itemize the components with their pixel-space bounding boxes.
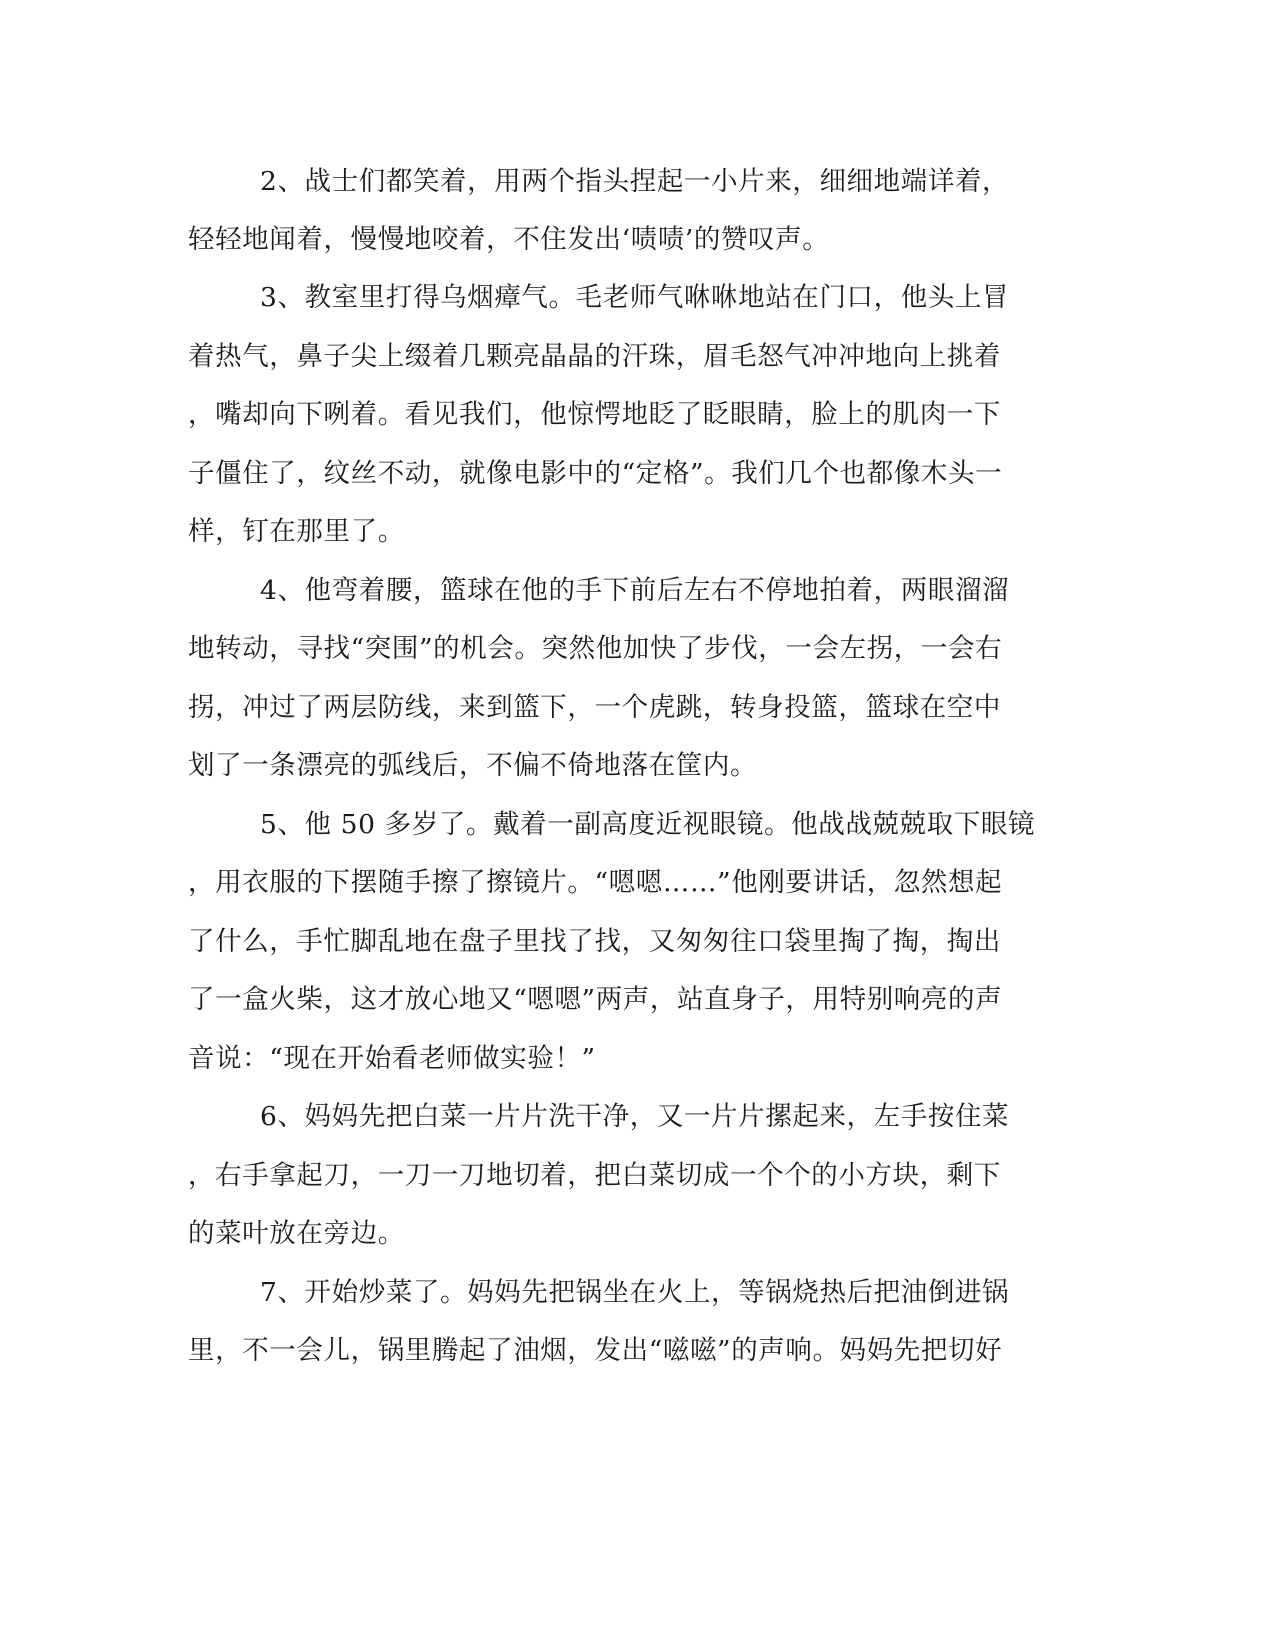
- paragraph-line: 7、开始炒菜了。妈妈先把锅坐在火上，等锅烧热后把油倒进锅: [260, 1277, 1010, 1308]
- paragraph-line: 5、他 50 多岁了。戴着一副高度近视眼镜。他战战兢兢取下眼镜: [260, 809, 1036, 840]
- paragraph-line: 拐，冲过了两层防线，来到篮下，一个虎跳，转身投篮，篮球在空中: [188, 692, 1001, 723]
- paragraph-line: 着热气，鼻子尖上缀着几颗亮晶晶的汗珠，眉毛怒气冲冲地向上挑着: [188, 341, 1001, 372]
- paragraph-line: 样，钉在那里了。: [188, 516, 405, 547]
- paragraph-line: 6、妈妈先把白菜一片片洗干净，又一片片摞起来，左手按住菜: [260, 1101, 1010, 1132]
- paragraph-line: ，右手拿起刀，一刀一刀地切着，把白菜切成一个个的小方块，剩下: [188, 1160, 1001, 1191]
- paragraph-line: 里，不一会儿，锅里腾起了油烟，发出“嗞嗞”的声响。妈妈先把切好: [188, 1335, 1003, 1366]
- paragraph-line: 了一盒火柴，这才放心地又“嗯嗯”两声，站直身子，用特别响亮的声: [188, 984, 1003, 1015]
- paragraph-line: 地转动，寻找“突围”的机会。突然他加快了步伐，一会左拐，一会右: [188, 633, 1003, 664]
- paragraph-line: ，用衣服的下摆随手擦了擦镜片。“嗯嗯……”他刚要讲话，忽然想起: [188, 867, 1003, 898]
- paragraph-line: 的菜叶放在旁边。: [188, 1218, 405, 1249]
- paragraph-line: 划了一条漂亮的弧线后，不偏不倚地落在筐内。: [188, 750, 758, 781]
- paragraph-line: 子僵住了，纹丝不动，就像电影中的“定格”。我们几个也都像木头一: [188, 458, 1003, 489]
- paragraph-line: 3、教室里打得乌烟瘴气。毛老师气咻咻地站在门口，他头上冒: [260, 282, 1010, 313]
- paragraph-line: 2、战士们都笑着，用两个指头捏起一小片来，细细地端详着，: [260, 166, 1010, 197]
- paragraph-line: 了什么，手忙脚乱地在盘子里找了找，又匆匆往口袋里掏了掏，掏出: [188, 926, 1001, 957]
- paragraph-line: ，嘴却向下咧着。看见我们，他惊愕地眨了眨眼睛，脸上的肌肉一下: [188, 399, 1001, 430]
- paragraph-line: 轻轻地闻着，慢慢地咬着，不住发出‘啧啧’的赞叹声。: [188, 224, 830, 255]
- paragraph-line: 4、他弯着腰，篮球在他的手下前后左右不停地拍着，两眼溜溜: [260, 575, 1010, 606]
- paragraph-line: 音说：“现在开始看老师做实验！”: [188, 1043, 596, 1074]
